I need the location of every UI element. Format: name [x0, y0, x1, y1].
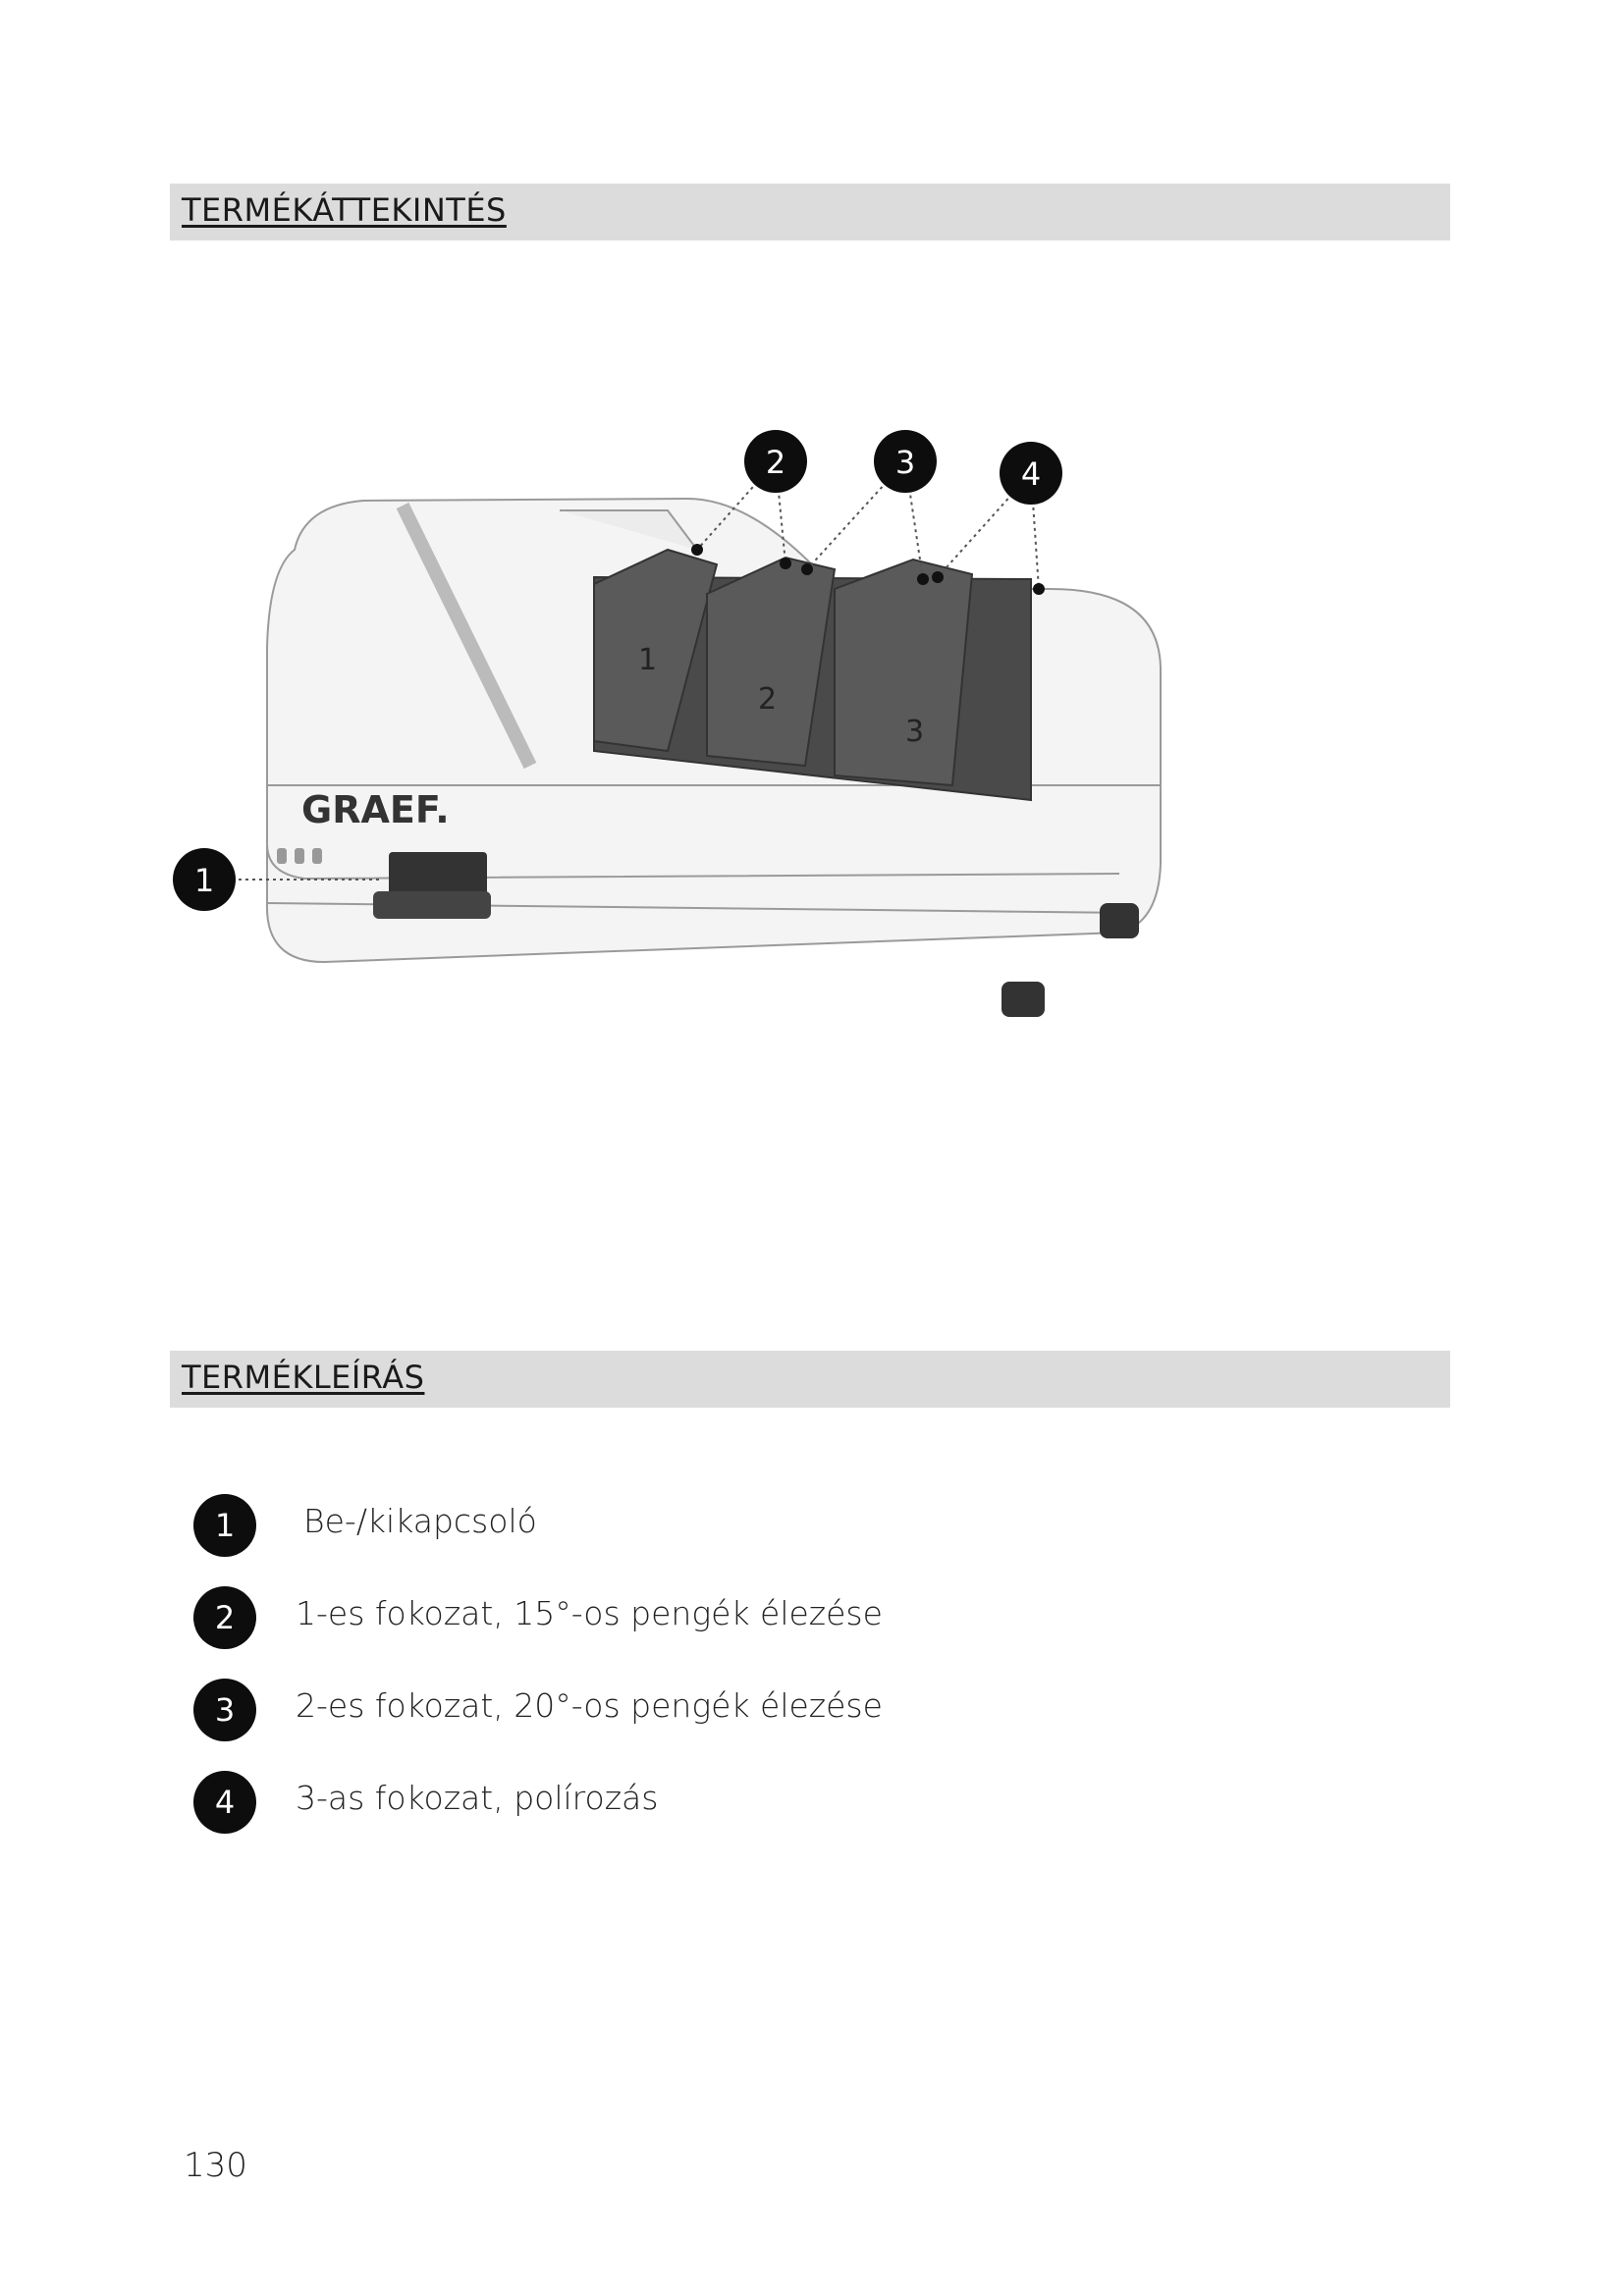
- svg-text:1: 1: [193, 862, 215, 899]
- legend-item: [193, 1771, 979, 1863]
- legend-text: 3-as fokozat, polírozás: [296, 1779, 659, 1817]
- legend-text: 2-es fokozat, 20°-os pengék élezése: [296, 1686, 883, 1725]
- brand-logo: GRAEF.: [301, 788, 450, 831]
- knife-sharpener-illustration: [193, 412, 1188, 1041]
- legend-number-badge: 2: [193, 1586, 256, 1649]
- callout-3: [874, 430, 937, 493]
- section-header-description: [170, 1351, 1450, 1408]
- legend-text: Be-/kikapcsoló: [303, 1502, 537, 1540]
- slot-number-2: 2: [758, 682, 778, 717]
- slot-number-3: 3: [905, 715, 925, 749]
- svg-text:2: 2: [765, 444, 786, 481]
- callout-2: [744, 430, 807, 493]
- section-title-overview: TERMÉKÁTTEKINTÉS: [182, 191, 507, 229]
- section-header-overview: [170, 184, 1450, 240]
- legend-number-badge: 1: [193, 1494, 256, 1557]
- callout-4: [1000, 442, 1062, 505]
- legend-number-badge: 3: [193, 1679, 256, 1741]
- section-title-description: TERMÉKLEÍRÁS: [182, 1359, 425, 1396]
- page-number: 130: [184, 2146, 247, 2185]
- legend-number-badge: 4: [193, 1771, 256, 1834]
- callout-1: [173, 848, 236, 911]
- svg-text:3: 3: [894, 444, 916, 481]
- svg-text:4: 4: [1020, 455, 1042, 493]
- parts-legend: [193, 1494, 979, 1863]
- slot-number-1: 1: [638, 643, 658, 677]
- legend-item: [193, 1494, 979, 1586]
- legend-text: 1-es fokozat, 15°-os pengék élezése: [296, 1594, 883, 1632]
- legend-item: [193, 1679, 979, 1771]
- legend-item: [193, 1586, 979, 1679]
